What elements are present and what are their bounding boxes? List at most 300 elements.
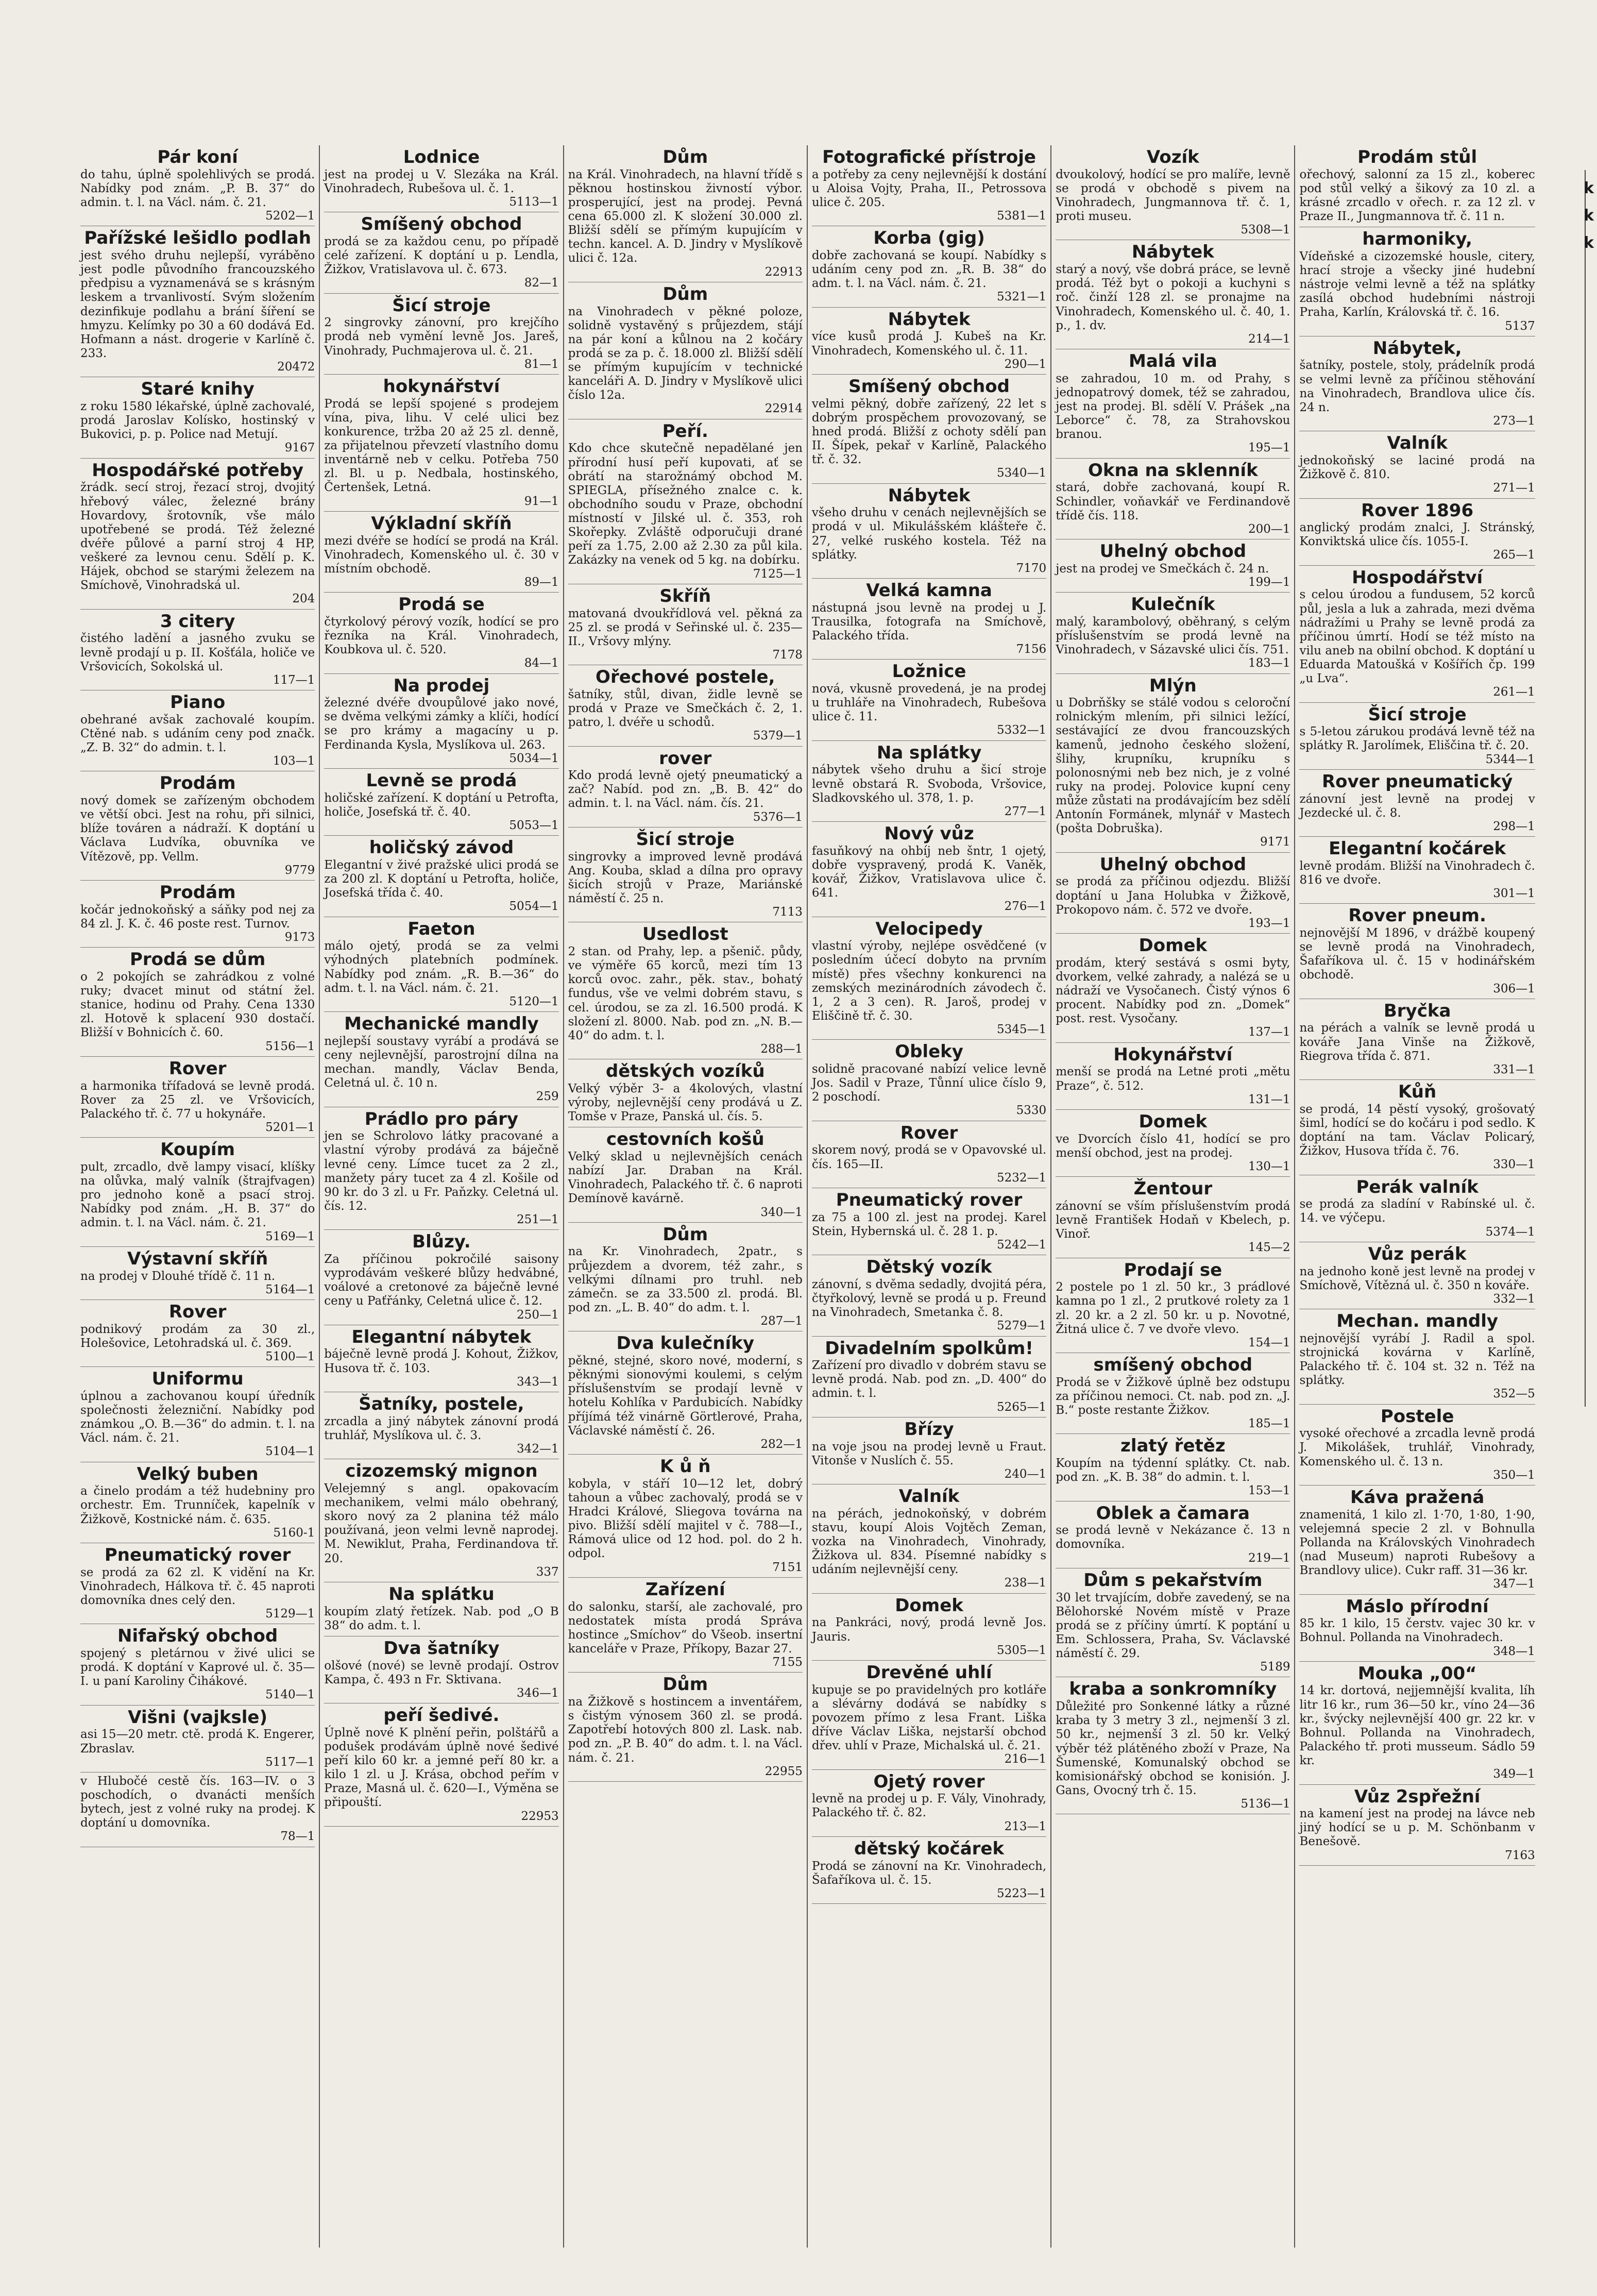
classified-ad bbox=[812, 822, 1046, 917]
ad-title: Nábytek bbox=[888, 309, 971, 330]
ad-title: Smíšený obchod bbox=[848, 376, 1010, 397]
ad-code: 183—1 bbox=[1248, 656, 1290, 670]
ad-text: olšové (nové) se levně prodají. Ostrov Kampa, č. 493 n Fr. Sktivana. bbox=[324, 1659, 559, 1686]
ad-title: Vozík bbox=[1146, 147, 1199, 167]
classified-ad bbox=[812, 1188, 1046, 1255]
ad-text: málo ojetý, prodá se za velmi výhodných platebních podmínek. Nabídky pod znám. „R. B.—36“ do adm. t. l. na Václ. nám. č. 21. bbox=[324, 939, 559, 995]
ad-text: nábytek všeho druhu a šicí stroje levně obstará R. Svoboda, Vršovice, Sladkovského ul. 378, 1. p. bbox=[811, 763, 1047, 805]
ad-code: 91—1 bbox=[524, 494, 559, 508]
ad-title: Domek bbox=[895, 1595, 963, 1616]
ad-text: s celou úrodou a fundusem, 52 korců půl, jesla a luk a zahrada, mezi dvěma nádražími u Prahy se levně prodá za příčinou úmrtí. Hodí se též místo na vilu aneb na obilní obchod. K doptání u Eduarda Matoušká v Košířích čp. 199 „u Lva“. bbox=[1299, 588, 1535, 686]
ad-title: Dům bbox=[662, 1224, 708, 1245]
ad-text: do tahu, úplně spolehlivých se prodá. Nabídky pod znám. „P. B. 37“ do admin. t. l. na Václ. nám. č. 21. bbox=[80, 167, 315, 209]
ad-title: Kůň bbox=[1398, 1082, 1437, 1103]
ad-text: asi 15—20 metr. ctě. prodá K. Engerer, Zbraslav. bbox=[80, 1728, 315, 1755]
classified-ad bbox=[1056, 1258, 1290, 1353]
ad-code: 5054—1 bbox=[509, 900, 559, 914]
classified-ad bbox=[1299, 336, 1535, 431]
classified-ad bbox=[568, 419, 803, 584]
ad-code: 213—1 bbox=[1004, 1819, 1047, 1833]
classified-ad bbox=[1056, 1677, 1290, 1814]
ad-code: 287—1 bbox=[760, 1314, 803, 1328]
ad-code: 153—1 bbox=[1248, 1484, 1290, 1498]
classified-ad bbox=[324, 917, 558, 1012]
ad-text: solidně pracované nabízí velice levně Jos. Sadil v Praze, Tůnní ulice číslo 9, 2 poschodí. bbox=[811, 1062, 1047, 1104]
ad-code: 5344—1 bbox=[1485, 752, 1535, 766]
classified-ad bbox=[1299, 1405, 1535, 1485]
ad-code: 7151 bbox=[772, 1560, 803, 1574]
classified-ad bbox=[1299, 1662, 1535, 1785]
classified-ad bbox=[80, 145, 315, 226]
classified-ad bbox=[324, 512, 558, 593]
classified-ad bbox=[80, 881, 315, 948]
ad-title: Nifařský obchod bbox=[117, 1626, 278, 1647]
classified-ad bbox=[80, 610, 315, 690]
classified-ad bbox=[1299, 1309, 1535, 1404]
ad-code: 5160-1 bbox=[273, 1526, 315, 1540]
classified-ad bbox=[1299, 227, 1535, 336]
classified-ad bbox=[324, 1582, 558, 1636]
classified-ad bbox=[568, 665, 803, 746]
ad-title: Elegantní nábytek bbox=[351, 1326, 532, 1347]
classified-ad bbox=[80, 226, 315, 377]
ad-code: 238—1 bbox=[1004, 1576, 1047, 1590]
ad-text: nový domek se zařízeným obchodem ve větší obci. Jest na rohu, při silnici, blíže továren a nádraží. K doptání u Václava Ludvíka, obuvníka ve Vítězově, pp. Vellm. bbox=[80, 794, 315, 864]
ad-text: čtyrkolový pérový vozík, hodící se pro řezníka na Král. Vinohradech, Koubkova ul. č. 520. bbox=[324, 615, 559, 657]
ad-code: 282—1 bbox=[760, 1437, 803, 1451]
ad-text: 30 let trvajícím, dobře zavedený, se na Bělohorské Novém místě v Praze prodá se z příčiny úmrtí. K poptání u Em. Schlossera, Praha, Sv. Václavské náměstí č. 29. bbox=[1056, 1591, 1290, 1661]
classified-ad bbox=[568, 1127, 803, 1222]
ad-code: 347—1 bbox=[1493, 1577, 1535, 1591]
classified-ad bbox=[1056, 674, 1290, 853]
ad-title: Pár koní bbox=[157, 147, 238, 167]
classified-ad bbox=[1056, 349, 1290, 459]
ad-text: a činelo prodám a též hudebniny pro orchestr. Em. Trunníček, kapelník v Žižkově, Kostnické nám. č. 635. bbox=[80, 1484, 315, 1526]
classified-ad bbox=[80, 1706, 315, 1772]
ad-code: 9779 bbox=[284, 863, 315, 877]
ad-code: 22955 bbox=[764, 1764, 803, 1778]
ad-code: 22953 bbox=[521, 1809, 559, 1823]
ad-text: zrcadla a jiný nábytek zánovní prodá truhlář, Myslíkova ul. č. 3. bbox=[324, 1414, 559, 1442]
ad-text: Koupím na týdenní splátky. Ct. nab. pod zn. „K. B. 38“ do admin. t. l. bbox=[1056, 1457, 1290, 1484]
classified-ad bbox=[1056, 145, 1290, 240]
ad-text: stará, dobře zachovaná, koupí R. Schindler, voňavkář ve Ferdinandově třídě čís. 118. bbox=[1056, 481, 1290, 522]
ad-code: 5120—1 bbox=[509, 994, 559, 1008]
ad-code: 137—1 bbox=[1248, 1025, 1290, 1039]
ad-text: anglický prodám znalci, J. Stránský, Konviktská ulice čís. 1055-I. bbox=[1299, 521, 1535, 549]
ad-code: 5137 bbox=[1505, 319, 1535, 333]
ad-code: 195—1 bbox=[1248, 441, 1290, 455]
ad-code: 271—1 bbox=[1493, 481, 1535, 495]
classified-ad bbox=[1299, 1485, 1535, 1595]
ad-code: 259 bbox=[536, 1090, 559, 1104]
ad-code: 5279—1 bbox=[997, 1319, 1047, 1333]
classified-ad bbox=[568, 145, 803, 282]
ad-text: železné dvéře dvoupůlové jako nové, se dvěma velkými zámky a klíči, hodící se pro krámy a magacíny u p. Ferdinanda Kysla, Myslíkova ul. 263. bbox=[324, 696, 559, 752]
edge-char: k bbox=[1584, 207, 1594, 225]
ad-title: dětský kočárek bbox=[854, 1838, 1005, 1859]
ad-title: Máslo přírodní bbox=[1346, 1596, 1489, 1617]
classified-ad bbox=[324, 1703, 558, 1827]
classified-ad bbox=[1299, 499, 1535, 566]
ad-text: vysoké ořechové a zrcadla levně prodá J. Mikolášek, truhlář, Vinohrady, Komenského ul. č. 13 n. bbox=[1299, 1427, 1535, 1468]
classified-ad bbox=[568, 1059, 803, 1127]
ad-title: Dva šatníky bbox=[383, 1637, 500, 1659]
ad-code: 277—1 bbox=[1004, 804, 1047, 818]
ad-code: 352—5 bbox=[1493, 1387, 1535, 1401]
ad-code: 342—1 bbox=[517, 1442, 559, 1456]
ad-text: Za příčinou pokročilé saisony vyprodávám veškeré blůzy hedvábné, voálové a cretonové za báječně levné ceny u Paťřánky, Celetná ulice č. 12. bbox=[324, 1253, 559, 1308]
classified-ad bbox=[568, 282, 803, 419]
classified-ad bbox=[324, 674, 558, 769]
classified-ad bbox=[80, 377, 315, 458]
edge-char: k bbox=[1584, 179, 1594, 197]
ad-code: 7163 bbox=[1505, 1848, 1535, 1862]
ad-code: 145—2 bbox=[1248, 1241, 1290, 1255]
ad-title: Prodám bbox=[159, 773, 236, 794]
ad-text: malý, karambolový, oběhraný, s celým příslušenstvím se prodá levně na Vinohradech, v Sázavské ulici čís. 751. bbox=[1056, 615, 1290, 657]
ad-text: Vídeňské a cizozemské housle, citery, hrací stroje a všecky jiné hudební nástroje velmi levně a též na splátky zasílá obchod hudebními nástroji Praha, Karlín, Královská tř. č. 16. bbox=[1299, 249, 1535, 319]
classified-ad bbox=[568, 1673, 803, 1782]
ad-text: v Hlubočé cestě čís. 163—IV. o 3 poschodích, o dvanácti menších bytech, jest z volné ruky na prodej. K doptání u domovníka. bbox=[80, 1774, 315, 1830]
classified-ad bbox=[1299, 837, 1535, 904]
ad-text: koupím zlatý řetízek. Nab. pod „O B 38“ do adm. t. l. bbox=[324, 1605, 559, 1632]
ad-text: levně na prodej u p. F. Vály, Vinohrady, Palackého tř. č. 82. bbox=[811, 1792, 1047, 1820]
classified-ad bbox=[812, 741, 1046, 822]
ad-title: rover bbox=[659, 748, 712, 769]
ad-code: 5201—1 bbox=[265, 1120, 315, 1134]
classified-ad bbox=[1299, 566, 1535, 703]
ad-code: 5117—1 bbox=[265, 1755, 315, 1769]
classified-ad bbox=[812, 145, 1046, 226]
ad-title: Prodá se dům bbox=[130, 949, 266, 970]
ad-text: se prodá, 14 pěstí vysoký, grošovatý šiml, hodící se do kočáru i pod sedlo. K doptání na tam. Václav Policarý, Žižkov, Husova třída č. 76. bbox=[1299, 1102, 1535, 1158]
ad-title: Pneumatický rover bbox=[104, 1545, 291, 1566]
ad-code: 273—1 bbox=[1493, 414, 1535, 428]
ad-title: smíšený obchod bbox=[1093, 1355, 1253, 1376]
ad-title: Prádlo pro páry bbox=[364, 1108, 519, 1129]
ad-text: obehrané avšak zachovalé koupím. Ctěné nab. s udáním ceny pod značk. „Z. B. 32“ do admin. t. l. bbox=[80, 713, 315, 754]
classified-ad bbox=[568, 584, 803, 665]
classified-ad bbox=[1299, 1080, 1535, 1175]
ad-title: Žentour bbox=[1133, 1178, 1213, 1200]
ad-text: zánovní, s dvěma sedadly, dvojitá péra, čtyřkolový, levně se prodá u p. Freund na Vinohradech, Smetanka č. 8. bbox=[811, 1277, 1047, 1320]
ad-code: 199—1 bbox=[1248, 575, 1290, 589]
ad-title: Divadelním spolkům! bbox=[825, 1338, 1033, 1359]
classified-ad bbox=[1299, 770, 1535, 837]
classified-ad bbox=[1056, 853, 1290, 934]
classified-ad bbox=[1299, 1242, 1535, 1309]
ad-title: Na splátky bbox=[876, 742, 982, 763]
ad-text: mezi dvéře se hodící se prodá na Král. Vinohradech, Komenského ul. č. 30 v místním obchodě. bbox=[324, 534, 559, 576]
ad-text: matovaná dvoukřídlová vel. pěkná za 25 zl. se prodá v Seřinské ul. č. 235—II., Vršovy mlýny. bbox=[568, 606, 803, 648]
ad-code: 5034—1 bbox=[509, 751, 559, 765]
classified-ad bbox=[80, 1772, 315, 1847]
ad-title: Rover bbox=[168, 1058, 227, 1079]
ad-title: Ořechové postele, bbox=[596, 667, 775, 688]
classified-ad bbox=[1056, 593, 1290, 673]
ad-code: 5053—1 bbox=[509, 818, 559, 832]
ad-text: na jednoho koně jest levně na prodej v Smíchově, Vítězná ul. č. 350 n kováře. bbox=[1299, 1264, 1535, 1292]
ad-text: nejnovější vyrábí J. Radil a spol. strojnická kovárna v Karlíně, Palackého tř. č. 104 st. 32 n. Též na splátky. bbox=[1299, 1331, 1535, 1388]
ad-text: se prodá levně v Nekázance č. 13 n domovníka. bbox=[1056, 1524, 1290, 1551]
ad-code: 5113—1 bbox=[509, 195, 559, 209]
ad-text: Kdo prodá levně ojetý pneumatický a zač? Nabíd. pod zn. „B. B. 42“ do admin. t. l. na Václ. nám. čís. 21. bbox=[568, 769, 803, 811]
ad-code: 349—1 bbox=[1493, 1767, 1535, 1781]
ad-text: z roku 1580 lékařské, úplně zachovalé, prodá Jaroslav Kolísko, hostinský v Bukovici, p. p. Police nad Metují. bbox=[80, 400, 315, 442]
ad-title: Hokynářství bbox=[1113, 1044, 1233, 1065]
ad-text: spojený s pletárnou v živé ulici se prodá. K doptání v Kaprové ul. č. 35—I. u paní Karoliny Čihákové. bbox=[80, 1647, 315, 1689]
ad-code: 5202—1 bbox=[265, 209, 315, 223]
ad-title: Káva pražená bbox=[1350, 1487, 1485, 1508]
classified-ad bbox=[80, 1300, 315, 1367]
classified-ad bbox=[324, 1636, 558, 1703]
ad-title: Velká kamna bbox=[866, 580, 992, 601]
classified-ad bbox=[324, 145, 558, 212]
ad-title: Faeton bbox=[407, 918, 475, 939]
ad-title: Rover bbox=[900, 1122, 958, 1143]
ad-code: 5164—1 bbox=[265, 1282, 315, 1296]
classified-ad bbox=[1056, 1043, 1290, 1110]
ad-text: na Žižkově s hostincem a inventářem, s čistým výnosem 360 zl. se prodá. Zapotřebí hotových 800 zl. Lask. nab. pod zn. „P. B. 40“ do adm. t. l. na Václ. nám. č. 21. bbox=[568, 1695, 803, 1765]
ad-text: na pérách, jednokoňský, v dobrém stavu, koupí Alois Vojtěch Zeman, vozka na Vinohradech, Vinohrady, Žižkova ul. 834. Písemné nabídky s udáním nejlevnější ceny. bbox=[811, 1507, 1047, 1577]
ad-code: 261—1 bbox=[1493, 685, 1535, 699]
ad-code: 7170 bbox=[1016, 561, 1047, 575]
ad-title: Smíšený obchod bbox=[361, 214, 522, 235]
ad-title: Dům bbox=[662, 147, 708, 167]
classified-ad bbox=[80, 1057, 315, 1138]
ad-title: Nábytek, bbox=[1372, 337, 1462, 359]
classified-ad bbox=[324, 593, 558, 673]
ad-code: 200—1 bbox=[1248, 522, 1290, 536]
ad-text: báječně levně prodá J. Kohout, Žižkov, Husova tř. č. 103. bbox=[324, 1347, 559, 1375]
ad-text: Velký sklad u nejlevnějších cenách nabízí Jar. Draban na Král. Vinohradech, Palackého tř. č. 6 naproti Demínově kavárně. bbox=[568, 1150, 803, 1206]
ad-column bbox=[76, 145, 320, 2248]
ad-code: 332—1 bbox=[1493, 1292, 1535, 1306]
ad-title: Velký buben bbox=[137, 1463, 259, 1484]
classified-ad bbox=[80, 1138, 315, 1247]
ad-code: 5308—1 bbox=[1241, 223, 1290, 237]
ad-text: s 5-letou zárukou prodává levně též na splátky R. Jarolímek, Eliščina tř. č. 20. bbox=[1299, 725, 1535, 753]
ad-text: se zahradou, 10 m. od Prahy, s jednopatrový domek, též se zahradou, jest na prodej. Bl. sdělí V. Prášek „na Leborce“ č. 78, za Strahovskou branou. bbox=[1056, 372, 1290, 442]
ad-text: na prodej v Dlouhé třídě č. 11 n. bbox=[80, 1269, 276, 1283]
ad-code: 214—1 bbox=[1248, 332, 1290, 346]
ad-text: skorem nový, prodá se v Opavovské ul. čís. 165—II. bbox=[811, 1143, 1047, 1171]
ad-title: Prodám stůl bbox=[1357, 147, 1477, 167]
classified-ad bbox=[324, 1392, 558, 1459]
ad-title: Na prodej bbox=[393, 675, 490, 696]
classified-ad bbox=[324, 294, 558, 375]
classified-ad bbox=[324, 1012, 558, 1107]
classified-ad bbox=[812, 484, 1046, 579]
ad-title: Uniformu bbox=[151, 1369, 244, 1390]
classified-ad bbox=[324, 1230, 558, 1325]
ad-code: 81—1 bbox=[524, 357, 559, 371]
ad-code: 84—1 bbox=[524, 656, 559, 670]
classified-ad bbox=[1056, 934, 1290, 1043]
ad-code: 7125—1 bbox=[753, 567, 803, 581]
classified-ad bbox=[1299, 703, 1535, 770]
classified-ad bbox=[568, 747, 803, 828]
ad-code: 343—1 bbox=[517, 1375, 559, 1389]
ad-text: o 2 pokojích se zahrádkou z volné ruky; dvacet minut od státní žel. stanice, hodinu od Prahy. Cena 1330 zl. Hotově k splacení 930 dostačí. Bližší v Bohnicích č. 60. bbox=[80, 970, 315, 1040]
ad-code: 103—1 bbox=[273, 754, 315, 768]
ad-code: 346—1 bbox=[517, 1686, 559, 1700]
classified-ad bbox=[812, 1594, 1046, 1661]
ad-code: 298—1 bbox=[1493, 819, 1535, 833]
ad-title: harmoniky, bbox=[1362, 229, 1472, 250]
ad-text: se prodá za sladíní v Rabínské ul. č. 14. ve výčepu. bbox=[1299, 1197, 1535, 1225]
ad-title: Perák valník bbox=[1356, 1176, 1479, 1197]
ad-title: Prodám bbox=[159, 882, 236, 903]
ad-text: do salonku, starší, ale zachovalé, pro nedostatek místa prodá Správa hostince „Smíchov“ do Všeob. insertní kanceláře v Praze, Příkopy, Bazar 27. bbox=[568, 1600, 803, 1656]
ad-code: 5330 bbox=[1016, 1104, 1047, 1118]
ad-text: 14 kr. dortová, nejjemnější kvalita, líh litr 16 kr., rum 36—50 kr., víno 24—36 kr., švýcky nejlevnější 400 gr. 22 kr. v Bohnul. Pollanda na Vinohradech, Palackého tř. proti musseum. Sádlo 59 kr. bbox=[1299, 1684, 1535, 1768]
ad-text: znamenitá, 1 kilo zl. 1·70, 1·80, 1·90, velejemná specie 2 zl. v Bohnulla Pollanda na Královských Vinohradech (nad Museum) naproti Rubešovy a Brandlovy ulice). Cukr raff. 31—36 kr. bbox=[1299, 1508, 1535, 1578]
ad-text: nástupná jsou levně na prodej u J. Trausilka, fotografa na Smíchově, Palackého třída. bbox=[811, 601, 1047, 643]
ad-text: ve Dvorcích číslo 41, hodící se pro menší obchod, jest na prodej. bbox=[1056, 1132, 1290, 1160]
classified-ad bbox=[324, 836, 558, 917]
ad-title: Nový vůz bbox=[884, 823, 974, 845]
ad-title: Levně se prodá bbox=[366, 770, 517, 791]
ad-title: Kulečník bbox=[1131, 594, 1215, 615]
ad-title: Mechanické mandly bbox=[344, 1014, 539, 1035]
ad-title: Mechan. mandly bbox=[1336, 1311, 1499, 1332]
ad-text: na Král. Vinohradech, na hlavní třídě s pěknou hostinskou živností výbor. prosperující, jest na prodej. Pevná cena 65.000 zl. K složení 30.000 zl. Bližší sdělí se přímým kupujícím v techn. kancel. A. D. Jindry v Myslíkově ulici č. 12a. bbox=[568, 167, 803, 265]
ad-title: Usedlost bbox=[642, 924, 728, 945]
ad-title: Peří. bbox=[662, 420, 708, 442]
ad-code: 306—1 bbox=[1493, 982, 1535, 995]
ad-title: Postele bbox=[1380, 1406, 1454, 1427]
ad-code: 276—1 bbox=[1004, 900, 1047, 914]
ad-title: Elegantní kočárek bbox=[1329, 838, 1506, 859]
classified-ad bbox=[80, 459, 315, 610]
ad-text: na Kr. Vinohradech, 2patr., s průjezdem a dvorem, též zahr., s velkými dílnami pro truhl. neb zámečn. se za 33.500 zl. prodá. Bl. pod zn. „L. B. 40“ do adm. t. l. bbox=[568, 1245, 803, 1314]
classified-ad bbox=[1299, 904, 1535, 999]
ad-title: Domek bbox=[1139, 1111, 1208, 1132]
ad-text: holičské zařízení. K doptání u Petrofta, holiče, Josefská tř. č. 40. bbox=[324, 791, 559, 819]
ad-title: Piano bbox=[170, 692, 226, 713]
ad-text: Úplně nové K plnění peřin, polštářů a podušek prodávám úplně nové šedivé peří kilo 60 kr. a jemné peří 80 kr. a kilo 1 zl. u J. Krása, obchod peřím v Praze, Masná ul. č. 620—I., Výměna se připouští. bbox=[324, 1726, 559, 1810]
ad-code: 290—1 bbox=[1004, 357, 1047, 371]
ad-text: Prodá se zánovní na Kr. Vinohradech, Šafaříkova ul. č. 15. bbox=[811, 1859, 1047, 1887]
classified-ad bbox=[80, 1543, 315, 1624]
classified-ad bbox=[1299, 1175, 1535, 1242]
ad-title: Višni (vajksle) bbox=[128, 1707, 267, 1728]
classified-ad bbox=[324, 1325, 558, 1392]
classified-ad bbox=[80, 1247, 315, 1300]
ad-text: Elegantní v živé pražské ulici prodá se za 200 zl. K doptání u Petrofta, holiče, Josefská třída č. 40. bbox=[324, 858, 559, 900]
ad-title: Ložnice bbox=[892, 661, 966, 682]
ad-title: Dům bbox=[662, 1674, 708, 1695]
classified-ad bbox=[812, 1484, 1046, 1594]
ad-title: K ů ň bbox=[660, 1456, 711, 1477]
ad-title: Hospodářství bbox=[1352, 567, 1483, 588]
ad-text: jednokoňský se laciné prodá na Žižkově č. 810. bbox=[1299, 453, 1535, 482]
ad-title: peří šedivé. bbox=[383, 1705, 500, 1726]
ad-column bbox=[1051, 145, 1295, 2248]
ad-text: Prodá se v Žižkově úplně bez odstupu za příčinou nemoci. Ct. nab. pod zn. „J. B.“ poste restante Žižkov. bbox=[1056, 1375, 1290, 1417]
ad-text: jen se Schrolovo látky pracované a vlastní výroby prodává za báječně levné ceny. Límce tucet za 2 zl., manžety páry tucet za 4 zl. Košile od 90 kr. do 3 zl. u Fr. Paňzky. Celetná ul. čís. 12. bbox=[324, 1129, 559, 1213]
ad-title: 3 citery bbox=[160, 611, 235, 632]
ad-text: 2 stan. od Prahy, lep. a pšenič. půdy, ve výměře 65 korců, mezi tím 13 korců ovoc. zahr., pěk. stav., bohatý fundus, vše ve velmi dobrém stavu, s cel. úrodou, se za zl. 16.500 prodá. K složení zl. 8000. Nab. pod zn. „N. B.—40“ do adm. t. l. bbox=[568, 945, 803, 1042]
ad-code: 78—1 bbox=[280, 1830, 315, 1844]
ad-title: Vůz 2spřežní bbox=[1354, 1786, 1481, 1807]
ad-text: nejlepší soustavy vyrábí a prodává se ceny nejlevnější, parostrojní dílna na mechan. mandly, Václav Benda, Celetná ul. č. 10 n. bbox=[324, 1034, 559, 1090]
classified-ad bbox=[568, 1578, 803, 1673]
ad-text: a potřeby za ceny nejlevnější k dostání u Aloisa Vojty, Praha, II., Petrossova ulice č. 205. bbox=[811, 167, 1047, 209]
classified-ad bbox=[812, 1417, 1046, 1484]
ad-text: dobře zachovaná se koupí. Nabídky s udáním ceny pod zn. „R. B. 38“ do adm. t. l. na Václ. nám. č. 21. bbox=[811, 249, 1047, 291]
classified-ads-grid bbox=[76, 145, 1539, 2248]
ad-code: 330—1 bbox=[1493, 1158, 1535, 1172]
ad-title: cestovních košů bbox=[606, 1129, 764, 1150]
ad-code: 9173 bbox=[284, 930, 315, 944]
ad-title: Pneumatický rover bbox=[836, 1189, 1023, 1210]
ad-title: Velocipedy bbox=[875, 918, 983, 939]
ad-title: Mlýn bbox=[1149, 675, 1197, 696]
classified-ad bbox=[568, 1331, 803, 1455]
right-edge-strip bbox=[1585, 170, 1597, 1407]
classified-ad bbox=[812, 579, 1046, 660]
ad-code: 5321—1 bbox=[997, 290, 1047, 304]
ad-text: 85 kr. 1 kilo, 15 čerstv. vajec 30 kr. v Bohnul. Pollanda na Vinohradech. bbox=[1299, 1617, 1535, 1645]
ad-code: 7113 bbox=[772, 905, 803, 919]
classified-ad bbox=[812, 1337, 1046, 1417]
ad-code: 20472 bbox=[277, 360, 315, 374]
ad-title: Lodnice bbox=[403, 147, 480, 167]
ad-text: Kdo chce skutečně nepadělané jen přírodní husí peří kupovati, ať se obrátí na starožnámý obchod M. SPIEGLA, přísežného znalce c. k. obchodního soudu v Praze, obchodní místností v Jilské ul. č. 353, roh Skořepky. Zvláště odporučuji drané peří za 1.75, 2.00 až 2.30 za půl kila. Zakázky na venek od 5 kg. na dobírku. bbox=[568, 442, 803, 567]
classified-ad bbox=[324, 375, 558, 512]
classified-ad bbox=[812, 1121, 1046, 1188]
ad-text: úplnou a zachovanou koupí úředník společnosti železniční. Nabídky pod známkou „O. B.—36“ do admin. t. l. na Václ. nám. č. 21. bbox=[80, 1389, 315, 1445]
ad-code: 117—1 bbox=[273, 673, 315, 687]
classified-ad bbox=[568, 1455, 803, 1578]
ad-code: 331—1 bbox=[1493, 1062, 1535, 1076]
ad-text: levně prodám. Bližší na Vinohradech č. 816 ve dvoře. bbox=[1299, 859, 1535, 887]
ad-code: 5169—1 bbox=[265, 1229, 315, 1243]
ad-code: 89—1 bbox=[524, 575, 559, 589]
ad-text: jest svého druhu nejlepší, vyráběno jest podle původního francouzského předpisu a vyznamenává se s krásným leskem a trvanlivostí. Svým složením dezinfikuje podlahu a brání šíření se hmyzu. Kelímky po 30 a 60 dodává Ed. Hofmann a nást. drogerie v Karlíně č. 233. bbox=[80, 249, 315, 360]
ad-text: na Vinohradech v pěkné poloze, solidně vystavěný s průjezdem, stájí na pár koní a kůlnou na 2 kočáry prodá se za p. č. 18.000 zl. Bližší sdělí se přímým kupujícím v technické kanceláři A. D. Jindry v Myslíkově ulici číslo 12a. bbox=[568, 305, 803, 402]
ad-title: Dva kulečníky bbox=[616, 1333, 754, 1354]
ad-title: Mouka „00“ bbox=[1357, 1663, 1477, 1684]
ad-title: Staré knihy bbox=[141, 379, 254, 400]
ad-title: Prodá se bbox=[398, 594, 485, 615]
ad-code: 7178 bbox=[772, 648, 803, 662]
ad-title: Valník bbox=[1387, 433, 1448, 454]
ad-text: šatníky, postele, stoly, prádelník prodá se velmi levně za příčinou stěhování na Vinohradech, Brandlova ulice čís. 24 n. bbox=[1299, 359, 1535, 414]
classified-ad bbox=[1056, 1434, 1290, 1501]
ad-title: Ojetý rover bbox=[873, 1771, 985, 1792]
ad-text: 2 singrovky zánovní, pro krejčího prodá neb vymění levně Jos. Jareš, Vinohrady, Puchmajerova ul. č. 21. bbox=[324, 316, 559, 358]
ad-title: Malá vila bbox=[1129, 351, 1217, 372]
ad-title: Blůzy. bbox=[412, 1231, 471, 1253]
ad-code: 5129—1 bbox=[265, 1607, 315, 1621]
classified-ad bbox=[1056, 539, 1290, 593]
ad-title: Břízy bbox=[904, 1419, 954, 1440]
ad-code: 348—1 bbox=[1493, 1644, 1535, 1658]
edge-char: k bbox=[1584, 234, 1594, 252]
ad-code: 216—1 bbox=[1004, 1752, 1047, 1766]
ad-code: 9167 bbox=[284, 441, 315, 455]
ad-text: pěkné, stejné, skoro nové, moderní, s pěknými sionovými koulemi, s celým příslušenstvím se prodají levně v hotelu Kohlíka v Pardubicích. Nabídky příjímá též vinárně Görtlerové, Praha, Václavské náměstí č. 26. bbox=[568, 1354, 803, 1438]
ad-title: Dům bbox=[662, 283, 708, 305]
ad-code: 5374—1 bbox=[1485, 1225, 1535, 1239]
classified-ad bbox=[812, 1837, 1046, 1904]
ad-text: na voje jsou na prodej levně u Fraut. Vitonše v Nuslích č. 55. bbox=[811, 1440, 1047, 1467]
ad-text: u Dobrňšky se stálé vodou s celoroční rolnickým mlením, při silnici ležící, sestávající ze dvou francouzských kamenů, jednoho českého složení, šlihy, krupníku, krupníku s polonosnými neb bez nich, je z volné ruky na prodej. Polovice kupní ceny může zůstati na prodávajícím bez sdělí Antonín Formánek, mlynář v Mastech (pošta Dobruška). bbox=[1056, 696, 1290, 836]
